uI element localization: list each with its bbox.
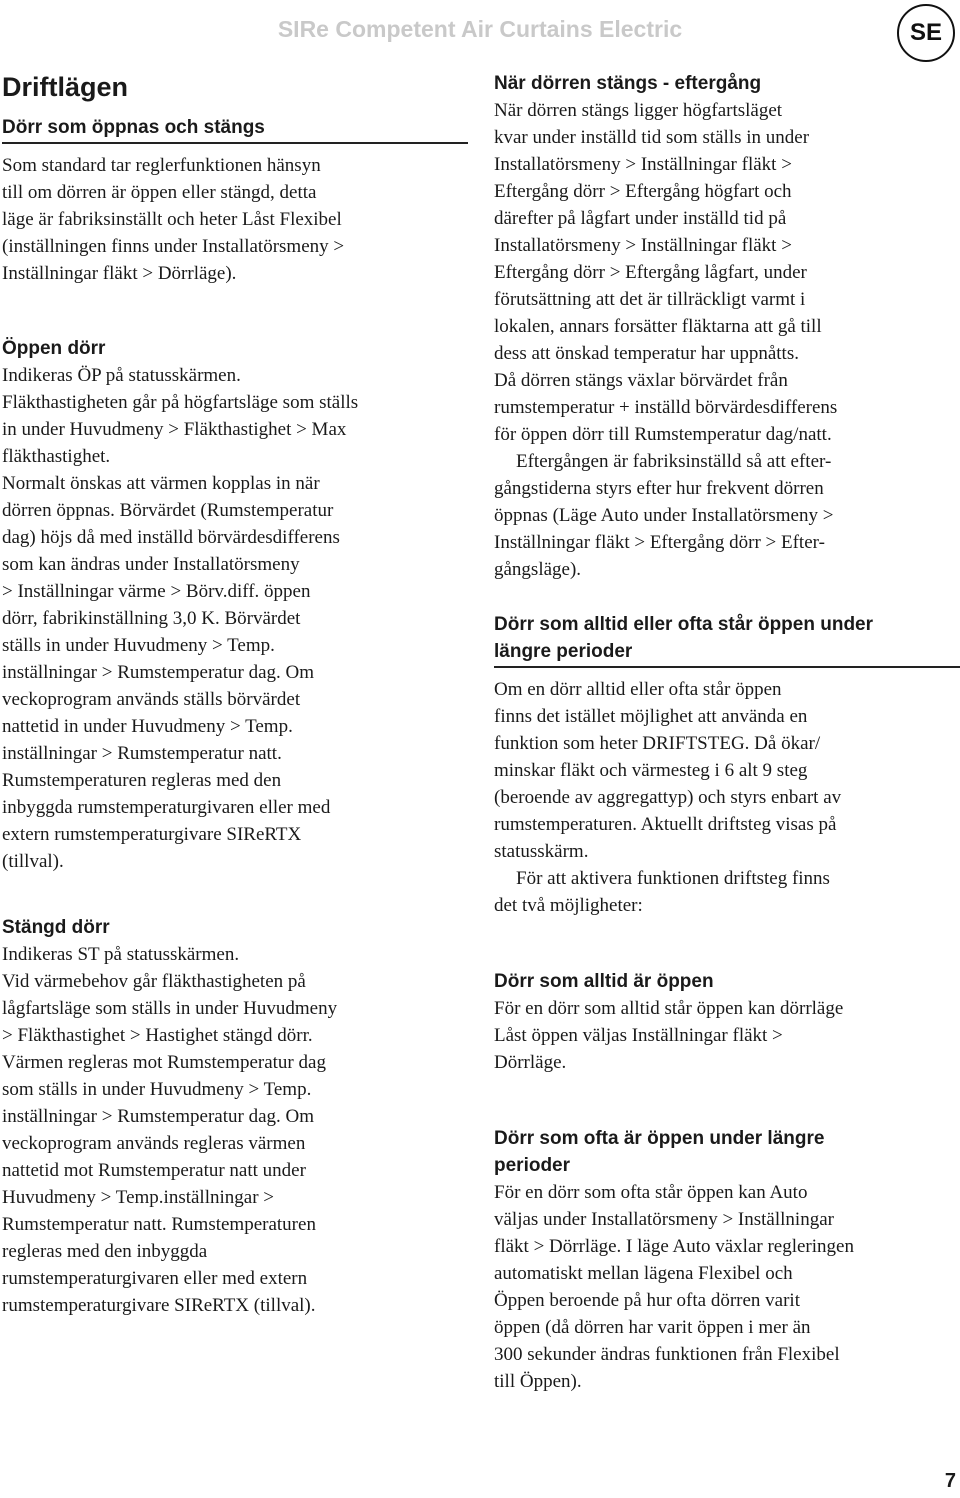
section-paragraph-indented: Eftergången är fabriksinställd så att efter- gångstiderna styrs efter hur frekvent dörren öppnas (Läge Auto under Installatörsmeny > Inställningar fläkt > Eftergång dörr > Efter- gångsläge). [494,451,834,580]
section-heading: Dörr som alltid eller ofta står öppen under längre perioder [494,611,960,668]
section-paragraph: För en dörr som ofta står öppen kan Auto väljas under Installatörsmeny > Inställningar fläkt > Dörrläge. I läge Auto växlar regleringen automatiskt mellan lägena Flexibel och Öppen beroende på hur ofta dörren varit öppen (då dörren har varit öppen i mer än 300 sekunder ändras funktionen från Flexibel till Öppen). [494,1182,854,1392]
section-paragraph-indented: För att aktivera funktionen driftsteg finns det två möjligheter: [494,868,830,916]
section-open-door [2,335,468,875]
section-closed-door [2,914,468,1319]
language-badge: SE [897,4,955,62]
section-paragraph: När dörren stängs ligger högfartsläget kvar under inställd tid som ställs in under Installatörsmeny > Inställningar fläkt > Eftergång dörr > Eftergång högfart och därefter på lågfart under inställd tid på Installatörsmeny > Inställningar fläkt > Eftergång dörr > Eftergång lågfart, under förutsättning att det är tillräckligt varmt i lokalen, annars forsätter fläktarna att gå till dess att önskad temperatur har uppnåtts. Då dörren stängs växlar börvärdet från rumstemperatur + inställd börvärdesdifferens för öppen dörr till Rumstemperatur dag/natt. [494,100,838,445]
section-paragraph: För en dörr som alltid står öppen kan dörrläge Låst öppen väljas Inställningar fläkt > Dörrläge. [494,998,844,1073]
page-heading: Driftlägen [2,72,129,102]
section-paragraph: Indikeras ST på statusskärmen. Vid värmebehov går fläkthastigheten på lågfartsläge som ställs in under Huvudmeny > Fläkthastighet > Hastighet stängd dörr. Värmen regleras mot Rumstemperatur dag som ställs in under Huvudmeny > Temp. inställningar > Rumstemperatur dag. Om veckoprogram används regleras värmen nattetid mot Rumstemperatur natt under Huvudmeny > Temp.inställningar > Rumstemperatur natt. Rumstemperaturen regleras med den inbyggda rumstemperaturgivaren eller med extern rumstemperaturgivare SIReRTX (tillval). [2,944,338,1316]
section-heading: Dörr som öppnas och stängs [2,114,468,144]
page-heading-block [2,70,468,104]
section-door-often-open [494,611,960,919]
section-door-often-open-long [494,1125,960,1395]
section-heading: Öppen dörr [2,338,106,359]
section-door-always-open [494,968,960,1076]
page-number: 7 [944,1470,956,1492]
section-heading: Dörr som alltid är öppen [494,971,714,992]
section-door-opens-closes [2,114,468,287]
section-heading: Stängd dörr [2,917,110,938]
section-paragraph: Som standard tar reglerfunktionen hänsyn till om dörren är öppen eller stängd, detta läge är fabriksinställt och heter Låst Flexibel (inställningen finns under Installatörsmeny > Inställningar fläkt > Dörrläge). [2,155,345,284]
section-paragraph: Indikeras ÖP på statusskärmen. Fläkthastigheten går på högfartsläge som ställs in under Huvudmeny > Fläkthastighet > Max fläkthastighet. Normalt önskas att värmen kopplas in när dörren öppnas. Börvärdet (Rumstemperatur dag) höjs då med inställd börvärdesdifferens som kan ändras under Installatörsmeny > Inställningar värme > Börv.diff. öppen dörr, fabrikinställning 3,0 K. Börvärdet ställs in under Huvudmeny > Temp. inställningar > Rumstemperatur dag. Om veckoprogram används ställs börvärdet nattetid in under Huvudmeny > Temp. inställningar > Rumstemperatur natt. Rumstemperaturen regleras med den inbyggda rumstemperaturgivaren eller med extern rumstemperaturgivare SIReRTX (tillval). [2,365,359,872]
section-heading: Dörr som ofta är öppen under längre perioder [494,1128,825,1176]
section-heading: När dörren stängs - eftergång [494,73,762,94]
section-door-closes-afterrun [494,70,960,583]
running-header-title: SIRe Competent Air Curtains Electric [277,16,683,42]
section-paragraph: Om en dörr alltid eller ofta står öppen finns det istället möjlighet att använda en funktion som heter DRIFTSTEG. Då ökar/ minskar fläkt och värmesteg i 6 alt 9 steg (beroende av aggregattyp) och styrs enbart av rumstemperaturen. Aktuellt driftsteg visas på statusskärm. [494,679,842,862]
